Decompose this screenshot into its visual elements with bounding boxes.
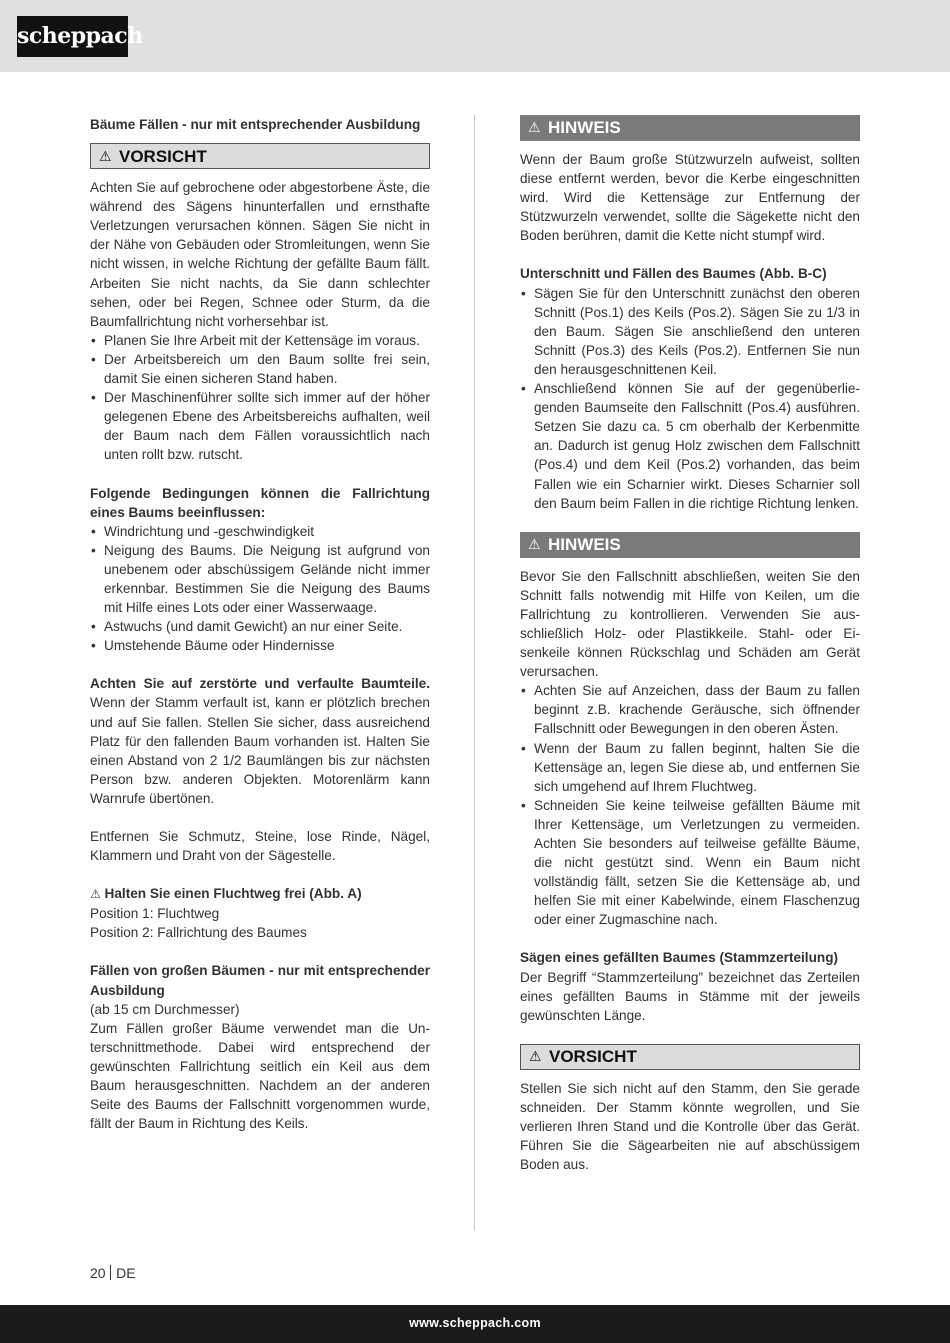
page-number-separator [110,1265,112,1280]
paragraph: Stellen Sie sich nicht auf den Stamm, den Sie gerade schneiden. Der Stamm könnte wegrollen, und Sie verlieren Ihren Stand und die Kontrolle über das Gerät. Führen Sie die Sägearbeiten nie auf abschüssigem Boden aus. [520,1080,860,1173]
paragraph: Entfernen Sie Schmutz, Steine, lose Rinde, Nägel, Klammern und Draht von der Sägestelle. [90,829,430,864]
warning-triangle-icon: ⚠ [528,536,541,553]
section-heading [90,884,430,904]
heading-text: Halten Sie einen Fluchtweg frei (Abb. A) [104,886,362,902]
list-item: • Anschließend können Sie auf der gegenüberliegenden Baumseite den Fallschnitt (Pos.4) ausführen. Setzen Sie dazu ca. 5 cm oberhalb der Kerbenmitte an. Dadurch ist genug Holz zwischen dem Fallschnitt (Pos.4) und dem Keil (Pos.2) vorhanden, das beim Fallen wie ein Scharnier wirkt. Dieses Scharnier soll den Baum beim Fallen in die richtige Richtung lenken. [520,379,860,513]
page-footer [0,1305,950,1343]
left-column [90,115,430,1133]
caution-box [90,143,430,169]
bullet-list [90,522,430,656]
caution-label: VORSICHT [119,146,207,166]
page-header [0,0,950,72]
note-box [520,115,860,141]
bold-lead: Achten Sie auf zerstörte und verfaulte Baumteile. [90,676,430,692]
section-heading: Sägen eines gefällten Baumes (Stammzerteilung) [520,950,839,966]
list-item: • Planen Sie Ihre Arbeit mit der Kettensäge im voraus. [90,331,430,350]
note-label: HINWEIS [548,535,621,555]
paragraph [90,674,430,808]
warning-triangle-icon: ⚠ [90,887,101,902]
list-item: • Schneiden Sie keine teilweise gefällten Bäume mit Ihrer Kettensäge, um Verletzungen zu vermeiden. Achten Sie besonders auf teilweise gefällte Bäume, die nicht gestützt sind. Wenn ein Baum nicht vollständig fällt, setzen Sie die Kettensäge ab, und helfen Sie mit einer Kabelwinde, einem Flaschenzug oder einer Zugmaschine nach. [520,796,860,930]
note-box [520,532,860,558]
list-item: • Umstehende Bäume oder Hindernisse [90,636,430,655]
section-heading: Fällen von großen Bäumen - nur mit entsprechender Ausbildung [90,963,430,998]
note-label: HINWEIS [548,118,621,138]
bullet-list [520,284,860,513]
section-heading: Folgende Bedingungen können die Fallrichtung eines Baums beeinflussen: [90,485,430,520]
list-item: • Windrichtung und -geschwindigkeit [90,522,430,541]
caution-label: VORSICHT [549,1047,637,1067]
scheppach-logo: scheppach [17,16,128,57]
position-line: Position 1: Fluchtweg [90,906,220,922]
website-url: www.scheppach.com [409,1316,541,1330]
paragraph: Achten Sie auf gebrochene oder abgestorbene Äste, die während des Sägens hinunterfallen und ernsthafte Verletzungen verursachen können. Sägen Sie nicht in der Nähe von Gebäuden oder Stromleitungen, wenn Sie nicht wissen, in welche Richtung der gefällte Baum fällt. Arbeiten Sie nicht nachts, da Sie dann schlechter sehen, oder bei Regen, Schnee oder Sturm, da die Baumfallrichtung nicht vorhersehbar ist. [90,180,430,329]
paragraph: Der Begriff “Stammzerteilung” bezeichnet das Zerteilen eines gefällten Baums in Stämme mit der jeweils gewünschten Länge. [520,969,860,1023]
list-item: • Astwuchs (und damit Gewicht) an nur einer Seite. [90,617,430,636]
list-item: • Der Maschinenführer sollte sich immer auf der höher gelegenen Ebene des Arbeitsbereichs aufhalten, weil der Baum nach dem Fällen voraussichtlich nach unten rollt bzw. rutscht. [90,388,430,464]
list-item: • Sägen Sie für den Unterschnitt zunächst den oberen Schnitt (Pos.1) des Keils (Pos.2). Sägen Sie zu 1/3 in den Baum. Sägen Sie anschließend den unteren Schnitt (Pos.3) des Keils (Pos.2). Entfernen Sie nun den herausgeschnittenen Keil. [520,284,860,379]
list-item: • Wenn der Baum zu fallen beginnt, halten Sie die Kettensäge an, legen Sie diese ab, und entfernen Sie sich umgehend auf Ihrem Fluchtweg. [520,739,860,796]
paragraph: Bevor Sie den Fallschnitt abschließen, weiten Sie den Schnitt falls notwendig mit Hilfe von Keilen, um die Fallrichtung zu kontrollieren. Verwenden Sie ausschließlich Holz- oder Plastikkeile. Stahl- oder Eisenkeile können Rückschlag und Schäden am Gerät verursachen. [520,568,860,680]
position-line: Position 2: Fallrichtung des Baumes [90,925,307,941]
paragraph: Wenn der Baum große Stützwurzeln aufweist, sollten diese entfernt werden, bevor die Kerbe eingeschnitten wird. Wird die Kettensäge zur Entfernung der Stützwurzeln verwendet, sollte die Sägekette nicht den Boden berühren, damit die Kette nicht stumpf wird. [520,152,860,244]
list-item: • Der Arbeitsbereich um den Baum sollte frei sein, damit Sie einen sicheren Stand haben. [90,350,430,388]
paragraph-rest: Wenn der Stamm verfault ist, kann er plötzlich brechen und auf Sie fallen. Stellen Sie sicher, dass ausreichend Platz für den fallenden Baum vorhanden ist. Halten Sie einen Abstand von 2 1/2 Baumlängen bis zur nächsten Person bzw. anderen Objekten. Motorenlärm kann Warnrufe übertönen. [90,695,430,806]
warning-triangle-icon: ⚠ [528,119,541,136]
bullet-list [90,331,430,465]
bullet-list [520,681,860,929]
warning-triangle-icon: ⚠ [529,1048,542,1065]
caution-box [520,1044,860,1070]
paragraph: Zum Fällen großer Bäume verwendet man die Unterschnittmethode. Dabei wird entsprechend der gewünschten Fallrichtung seitlich ein Keil aus dem Baum herausgeschnitten. Nachdem an der anderen Seite des Baums der Fallschnitt vorgenommen wurde, fällt der Baum in Richtung des Keils. [90,1020,430,1132]
section-heading: Bäume Fällen - nur mit entsprechender Ausbildung [90,117,421,132]
language-code: DE [116,1265,136,1281]
subheading: (ab 15 cm Durchmesser) [90,1001,240,1017]
page-number-value: 20 [90,1265,106,1281]
list-item: • Achten Sie auf Anzeichen, dass der Baum zu fallen beginnt z.B. krachende Geräusche, sich öffnender Fallschnitt oder Bewegungen in den oberen Ästen. [520,681,860,738]
page-number [90,1265,136,1281]
warning-triangle-icon: ⚠ [99,147,112,164]
list-item: • Neigung des Baums. Die Neigung ist aufgrund von unebenem oder abschüssigem Gelände nicht immer erkennbar. Bestimmen Sie die Neigung des Baums mit Hilfe eines Lots oder einer Wasserwaage. [90,541,430,617]
column-divider [474,115,475,1230]
section-heading: Unterschnitt und Fällen des Baumes (Abb. B-C) [520,266,827,282]
right-column [520,115,860,1174]
